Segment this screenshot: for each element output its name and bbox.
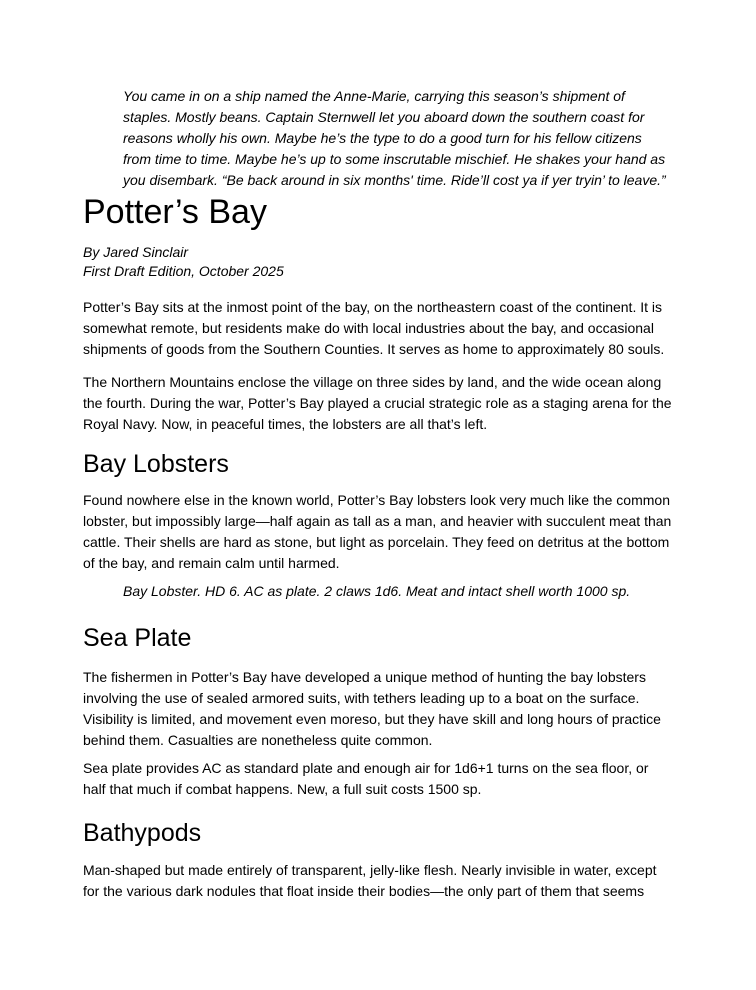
section-heading-bay-lobsters: Bay Lobsters bbox=[83, 450, 229, 478]
intro-quote: You came in on a ship named the Anne-Marie, carrying this season’s shipment of staples. Mostly beans. Captain Sternwell let you aboard down the southern coast for reasons wholly his own. Maybe he’s the type to do a good turn for his fellow citizens from time to time. Maybe he’s up to some inscrutable mischief. He shakes your hand as you disembark. “Be back around in six months' time. Ride’ll cost ya if yer tryin’ to leave.” bbox=[123, 88, 666, 188]
page-title: Potter’s Bay bbox=[83, 193, 267, 231]
byline-author: By Jared Sinclair bbox=[83, 244, 189, 260]
paragraph-sea-plate-2: Sea plate provides AC as standard plate and enough air for 1d6+1 turns on the sea floor, or half that much if combat happens. New, a full suit costs 1500 sp. bbox=[83, 760, 649, 797]
section-heading-bathypods: Bathypods bbox=[83, 819, 202, 847]
paragraph-overview-1: Potter’s Bay sits at the inmost point of the bay, on the northeastern coast of the continent. It is somewhat remote, but residents make do with local industries about the bay, and occasional shipments of goods from the Southern Counties. It serves as home to approximately 80 souls. bbox=[83, 299, 665, 357]
section-heading-sea-plate: Sea Plate bbox=[83, 624, 192, 652]
byline-edition: First Draft Edition, October 2025 bbox=[83, 263, 284, 279]
paragraph-overview-2: The Northern Mountains enclose the village on three sides by land, and the wide ocean along the fourth. During the war, Potter’s Bay played a crucial strategic role as a staging arena for the Royal Navy. Now, in peaceful times, the lobsters are all that’s left. bbox=[83, 374, 672, 432]
paragraph-bay-lobsters: Found nowhere else in the known world, Potter’s Bay lobsters look very much like the common lobster, but impossibly large—half again as tall as a man, and heavier with succulent meat than cattle. Their shells are hard as stone, but light as porcelain. They feed on detritus at the bottom of the bay, and remain calm until harmed. bbox=[83, 492, 672, 571]
paragraph-bathypods: Man-shaped but made entirely of transparent, jelly-like flesh. Nearly invisible in water, except for the various dark nodules that float inside their bodies—the only part of them that seems bbox=[83, 862, 657, 899]
paragraph-sea-plate-1: The fishermen in Potter’s Bay have developed a unique method of hunting the bay lobsters involving the use of sealed armored suits, with tethers leading up to a boat on the surface. Visibility is limited, and movement even moreso, but they have skill and long hours of practice behind them. Casualties are nonetheless quite common. bbox=[83, 669, 661, 748]
stat-note-bay-lobster: Bay Lobster. HD 6. AC as plate. 2 claws 1d6. Meat and intact shell worth 1000 sp. bbox=[123, 583, 631, 599]
